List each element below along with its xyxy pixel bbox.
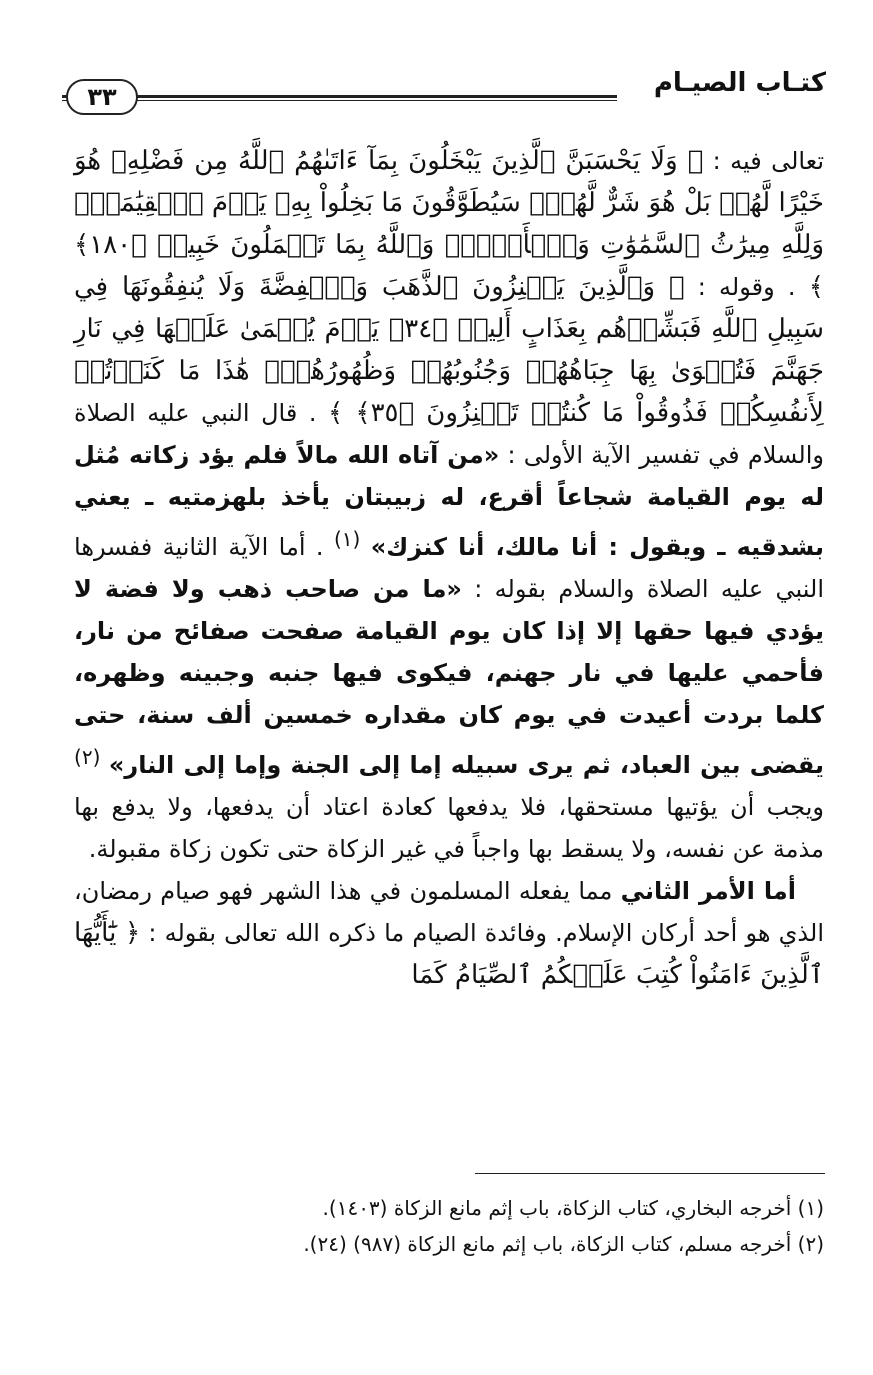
paragraph-1 [74,140,824,870]
connector-text-1: . وقوله : [684,273,796,301]
footnote-ref-2: (٢) [74,745,101,769]
footnote-ref-1: (١) [333,527,361,551]
quran-verse-3: ﴿ يَٰٓأَيُّهَا ٱلَّذِينَ ءَامَنُواْ كُتِبَ عَلَيۡكُمُ ٱلصِّيَامُ كَمَا [74,918,824,990]
hadith-1: «من آتاه الله مالاً فلم يؤد زكاته مُثل له يوم القيامة شجاعاً أقرع، له زبيبتان يأخذ بلهزمتيه ـ يعني بشدقيه ـ ويقول : أنا مالك، أنا كنزك» [74,441,824,561]
paragraph-2 [74,870,824,996]
quran-verse-1: ﴿ وَلَا يَحْسَبَنَّ ٱلَّذِينَ يَبْخَلُونَ بِمَآ ءَاتَىٰهُمُ ٱللَّهُ مِن فَضْلِهِۦ هُوَ خَيْرًا لَّهُمۖ بَلْ هُوَ شَرٌّ لَّهُمۡۖ سَيُطَوَّقُونَ مَا بَخِلُواْ بِهِۦ يَوۡمَ ٱلۡقِيَٰمَةِۗ وَلِلَّهِ مِيرَٰثُ ٱلسَّمَٰوَٰتِ وَٱلۡأَرۡضِۗ وَٱللَّهُ بِمَا تَعۡمَلُونَ خَبِيرٞ ﴿١٨٠﴾ ﴾ [74,146,824,302]
paragraph-2-text: مما يفعله المسلمون في هذا الشهر فهو صيام رمضان، الذي هو أحد أركان الإسلام. وفائدة الصيام ما ذكره الله تعالى بقوله : [74,877,824,947]
section-lead: أما الأمر الثاني [620,877,796,905]
page-number: ٣٣ [66,79,138,115]
chapter-title: كتـاب الصيـام [653,68,826,98]
header-rule [62,95,617,98]
footnote-1: (١) أخرجه البخاري، كتاب الزكاة، باب إثم مانع الزكاة (١٤٠٣). [322,1196,824,1220]
page-header [62,66,826,104]
footnote-2: (٢) أخرجه مسلم، كتاب الزكاة، باب إثم مانع الزكاة (٩٨٧) (٢٤). [303,1232,824,1256]
intro-text: تعالى فيه : [703,147,824,175]
closing-text: ويجب أن يؤتيها مستحقها، فلا يدفعها كعادة اعتاد أن يدفعها، ولا يدفع بها مذمة عن نفسه، ولا يسقط بها واجباً في غير الزكاة حتى تكون زكاة مقبولة. [74,793,824,863]
connector-text-2: . قال النبي عليه الصلاة والسلام في تفسير الآية الأولى : [74,399,825,469]
hadith-2: «ما من صاحب ذهب ولا فضة لا يؤدي فيها حقها إلا إذا كان يوم القيامة صفحت صفائح من نار، فأحمي عليها في نار جهنم، فيكوى فيها جنبه وجبينه وظهره، كلما بردت أعيدت في يوم كان مقداره خمسين ألف سنة، حتى يقضى بين العباد، ثم يرى سبيله إما إلى الجنة وإما إلى النار» [74,575,824,779]
footnote-divider [475,1173,825,1174]
connector-text-3: . أما الآية الثانية ففسرها النبي عليه الصلاة والسلام بقوله : [74,533,825,603]
page-body [74,140,824,996]
footnotes [60,1190,824,1262]
header-rule-thin [62,100,617,101]
quran-verse-2: ﴿ وَٱلَّذِينَ يَكۡنِزُونَ ٱلذَّهَبَ وَٱلۡفِضَّةَ وَلَا يُنفِقُونَهَا فِي سَبِيلِ ٱللَّهِ فَبَشِّرۡهُم بِعَذَابٍ أَلِيمٖ ﴿٣٤﴾ يَوۡمَ يُحۡمَىٰ عَلَيۡهَا فِي نَارِ جَهَنَّمَ فَتُكۡوَىٰ بِهَا جِبَاهُهُمۡ وَجُنُوبُهُمۡ وَظُهُورُهُمۡۖ هَٰذَا مَا كَنَزۡتُمۡ لِأَنفُسِكُمۡ فَذُوقُواْ مَا كُنتُمۡ تَكۡنِزُونَ ﴿٣٥﴾ ﴾ [74,272,824,428]
